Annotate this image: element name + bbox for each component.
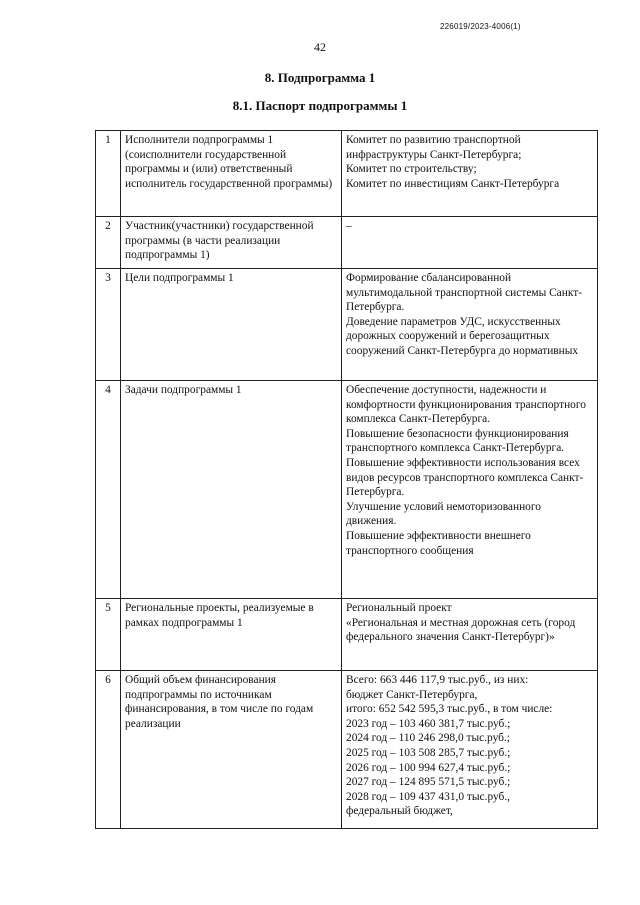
row-label: Участник(участники) государственной программы (в части реализации подпрограммы 1) xyxy=(121,217,342,269)
row-label: Цели подпрограммы 1 xyxy=(121,269,342,381)
row-label: Общий объем финансирования подпрограммы по источникам финансирования, в том числе по годам реализации xyxy=(121,671,342,829)
value-line: Всего: 663 446 117,9 тыс.руб., из них: xyxy=(346,674,529,686)
row-label: Региональные проекты, реализуемые в рамках подпрограммы 1 xyxy=(121,599,342,671)
row-number: 4 xyxy=(96,381,121,599)
value-line: Комитет по строительству; xyxy=(346,163,477,176)
row-value xyxy=(342,269,598,381)
row-label: Задачи подпрограммы 1 xyxy=(121,381,342,599)
value-line: Обеспечение доступности, надежности и комфортности функционирования транспортного комплекса Санкт-Петербурга. xyxy=(346,384,586,426)
value-line: 2023 год – 103 460 381,7 тыс.руб.; xyxy=(346,717,511,730)
table-row xyxy=(96,217,598,269)
value-line: Улучшение условий немоторизованного движения. xyxy=(346,500,541,528)
row-value xyxy=(342,599,598,671)
value-line: Повышение эффективности внешнего транспортного сообщения xyxy=(346,529,531,557)
value-line: 2024 год – 110 246 298,0 тыс.руб.; xyxy=(346,732,510,745)
section-title: 8. Подпрограмма 1 xyxy=(264,70,376,85)
value-line: 2025 год – 103 508 285,7 тыс.руб.; xyxy=(346,746,511,759)
row-label: Исполнители подпрограммы 1 (соисполнители государственной программы и (или) ответственный исполнитель государственной программы) xyxy=(121,131,342,217)
row-number: 6 xyxy=(96,671,121,829)
row-number: 2 xyxy=(96,217,121,269)
value-line: Формирование сбалансированной мультимодальной транспортной системы Санкт-Петербурга. xyxy=(346,272,582,314)
value-line: бюджет Санкт-Петербурга, xyxy=(346,688,478,701)
value-line: 2026 год – 100 994 627,4 тыс.руб.; xyxy=(346,761,511,774)
value-line: – xyxy=(346,220,352,232)
row-value xyxy=(342,381,598,599)
document-id: 226019/2023-4006(1) xyxy=(440,22,521,31)
row-value xyxy=(342,131,598,217)
value-line: Доведение параметров УДС, искусственных дорожных сооружений и берегозащитных сооружений Санкт-Петербурга до нормативных xyxy=(346,315,579,357)
value-line: итого: 652 542 595,3 тыс.руб., в том числе: xyxy=(346,703,553,716)
table-row xyxy=(96,131,598,217)
subsection-title: 8.1. Паспорт подпрограммы 1 xyxy=(232,98,408,113)
page-number: 42 xyxy=(314,40,326,54)
row-value xyxy=(342,217,598,269)
value-line: Комитет по инвестициям Санкт-Петербурга xyxy=(346,177,560,190)
table-row xyxy=(96,671,598,829)
table-row xyxy=(96,269,598,381)
value-line: 2027 год – 124 895 571,5 тыс.руб.; xyxy=(346,776,511,789)
value-line: 2028 год – 109 437 431,0 тыс.руб., xyxy=(346,790,511,803)
value-line: федеральный бюджет, xyxy=(346,805,453,818)
value-line: Повышение эффективности использования всех видов ресурсов транспортного комплекса Санкт-Петербурга. xyxy=(346,456,584,499)
row-value xyxy=(342,671,598,829)
passport-table xyxy=(95,130,598,829)
row-number: 1 xyxy=(96,131,121,217)
value-line: Повышение безопасности функционирования транспортного комплекса Санкт-Петербурга. xyxy=(346,427,569,455)
table-row xyxy=(96,381,598,599)
value-line: Комитет по развитию транспортной инфраструктуры Санкт-Петербурга; xyxy=(346,134,522,161)
table-row xyxy=(96,599,598,671)
value-line: «Региональная и местная дорожная сеть (город федерального значения Санкт-Петербург)» xyxy=(346,616,576,644)
value-line: Региональный проект xyxy=(346,602,452,614)
row-number: 5 xyxy=(96,599,121,671)
row-number: 3 xyxy=(96,269,121,381)
